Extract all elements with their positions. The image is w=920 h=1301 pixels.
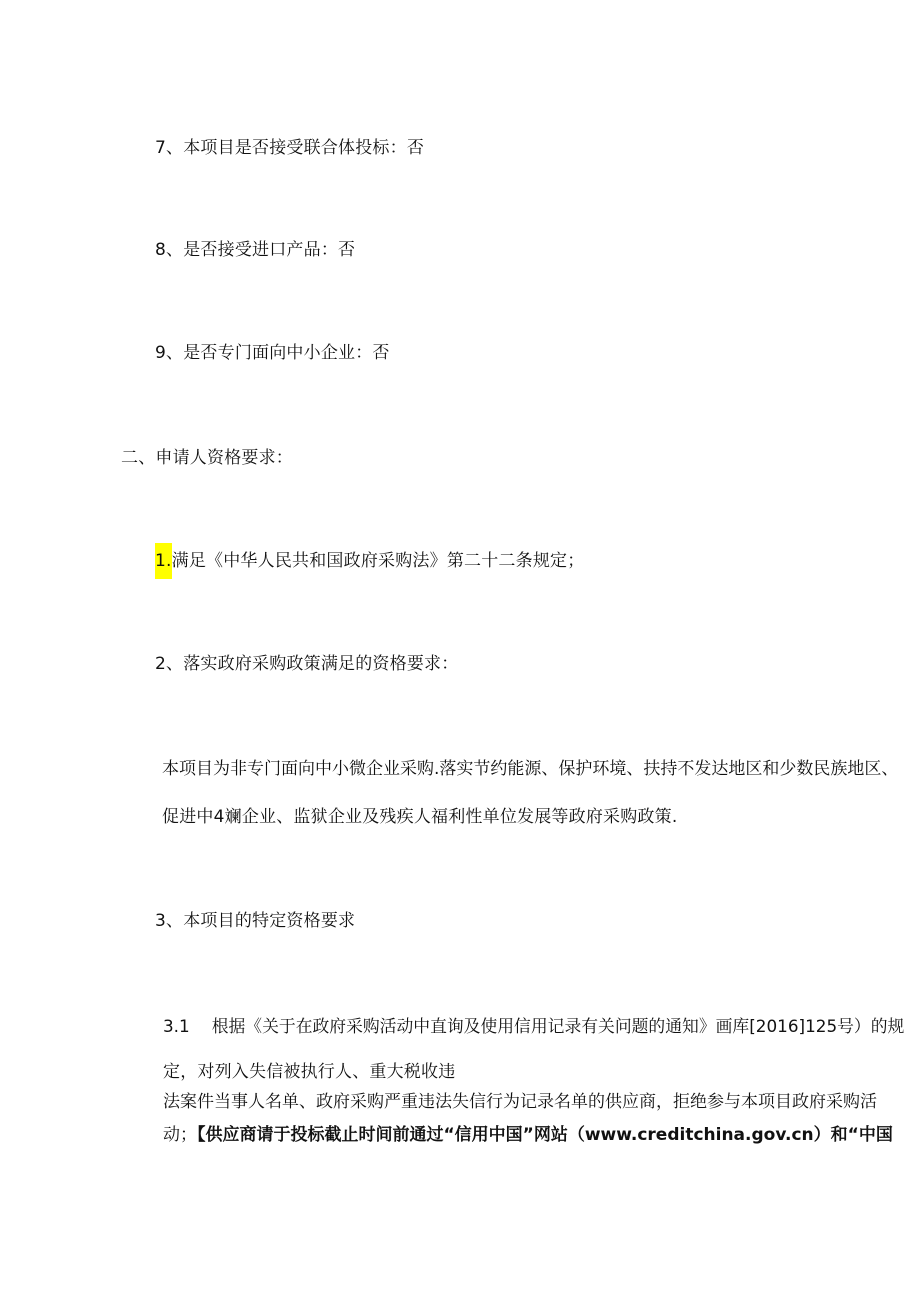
sub-3-1-line-2: 定，对列入失信被执行人、重大税收违	[163, 1062, 456, 1082]
sub-3-1-line-3: 法案件当事人名单、政府采购严重违法失信行为记录名单的供应商，拒绝参与本项目政府采购活	[163, 1092, 877, 1112]
policy-line-2: 促进中4斓企业、监狱企业及残疾人福利性单位发展等政府采购政策.	[162, 807, 678, 827]
requirement-3: 3、本项目的特定资格要求	[155, 911, 356, 931]
sub-3-1-text-4b: 【供应商请于投标截止时间前通过“信用中国”网站（www.creditchina.gov.cn）和“中国	[197, 1125, 893, 1145]
item-9-sme-only: 9、是否专门面向中小企业：否	[155, 343, 390, 363]
requirement-1	[155, 549, 584, 573]
requirement-2: 2、落实政府采购政策满足的资格要求：	[155, 654, 459, 674]
sub-3-1-text-4a: 动；	[163, 1125, 197, 1145]
sub-3-1-text-1: 根据《关于在政府采购活动中直询及使用信用记录有关问题的通知》画库[2016]125号）的规	[211, 1016, 905, 1036]
item-7-joint-bidding: 7、本项目是否接受联合体投标：否	[155, 138, 425, 158]
requirement-1-text: 满足《中华人民共和国政府采购法》第二十二条规定；	[171, 551, 585, 571]
sub-3-1-line-1	[163, 1014, 904, 1038]
policy-line-1: 本项目为非专门面向中小微企业采购.落实节约能源、保护环境、扶持不发达地区和少数民族地区、	[162, 759, 899, 779]
section-2-heading: 二、申请人资格要求：	[121, 448, 293, 468]
sub-3-1-line-4	[163, 1123, 893, 1147]
sub-3-1-number: 3.1	[163, 1016, 190, 1036]
requirement-1-number-highlight: 1.	[155, 543, 172, 579]
item-8-import-products: 8、是否接受进口产品：否	[155, 240, 356, 260]
